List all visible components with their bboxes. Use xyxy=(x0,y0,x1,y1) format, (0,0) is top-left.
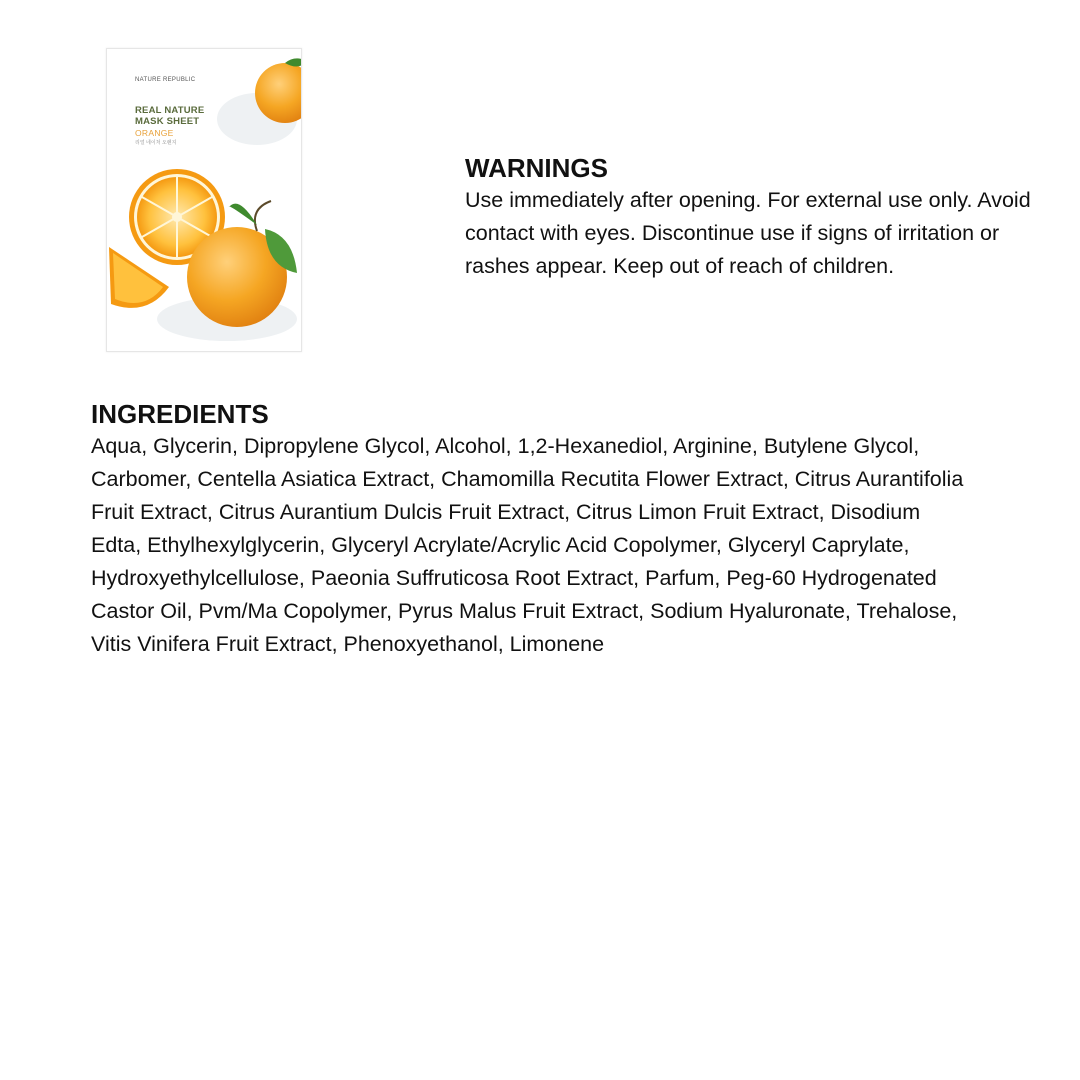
brand-label: NATURE REPUBLIC xyxy=(135,77,196,83)
warnings-section xyxy=(465,152,1045,283)
orange-illustration xyxy=(107,49,302,352)
warnings-heading: WARNINGS xyxy=(465,153,608,183)
ingredients-section xyxy=(91,398,976,661)
warnings-text: Use immediately after opening. For external use only. Avoid contact with eyes. Discontinue use if signs of irritation or rashes appear. Keep out of reach of children. xyxy=(465,188,1031,278)
product-variant: ORANGE xyxy=(135,128,174,138)
product-title-line1: REAL NATURE xyxy=(135,105,205,116)
product-title-line2: MASK SHEET xyxy=(135,116,200,127)
ingredients-heading: INGREDIENTS xyxy=(91,399,269,429)
ingredients-text: Aqua, Glycerin, Dipropylene Glycol, Alcohol, 1,2-Hexanediol, Arginine, Butylene Glycol, Carbomer, Centella Asiatica Extract, Chamomilla Recutita Flower Extract, Citrus Aurantifolia Fruit Extract, Citrus Aurantium Dulcis Fruit Extract, Citrus Limon Fruit Extract, Disodium Edta, Ethylhexylglycerin, Glyceryl Acrylate/Acrylic Acid Copolymer, Glyceryl Caprylate, Hydroxyethylcellulose, Paeonia Suffruticosa Root Extract, Parfum, Peg-60 Hydrogenated Castor Oil, Pvm/Ma Copolymer, Pyrus Malus Fruit Extract, Sodium Hyaluronate, Trehalose, Vitis Vinifera Fruit Extract, Phenoxyethanol, Limonene xyxy=(91,434,964,656)
product-korean-name: 리얼 네이처 오렌지 xyxy=(135,140,177,146)
product-mask-sheet-image xyxy=(106,48,302,352)
